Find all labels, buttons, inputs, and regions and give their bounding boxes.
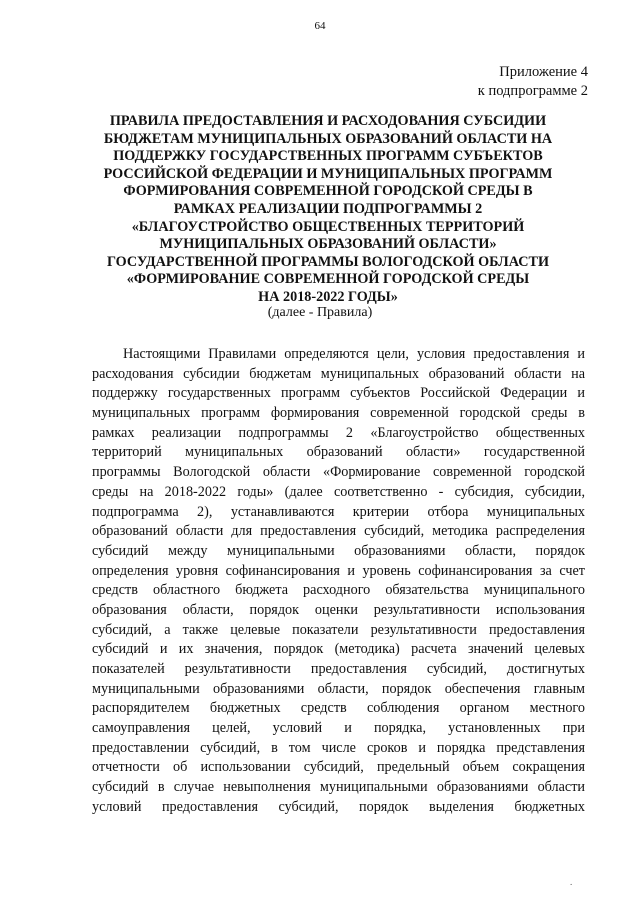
title-line: ГОСУДАРСТВЕННОЙ ПРОГРАММЫ ВОЛОГОДСКОЙ ОБЛАСТИ (107, 253, 549, 270)
appendix-line-2: к подпрограмме 2 (477, 83, 588, 99)
title-line: МУНИЦИПАЛЬНЫХ ОБРАЗОВАНИЙ ОБЛАСТИ» (159, 236, 497, 253)
title-line: «ФОРМИРОВАНИЕ СОВРЕМЕННОЙ ГОРОДСКОЙ СРЕДЫ (126, 271, 530, 288)
body-line: образований области для предоставления субсидий, методика распределения (92, 523, 585, 540)
body-line: муниципальными образованиями области, порядок обеспечения главным (92, 680, 585, 697)
document-subtitle: (далее - Правила) (267, 305, 373, 320)
body-line: субсидий между муниципальными образованиями области, порядок (92, 542, 585, 559)
title-line: РАМКАХ РЕАЛИЗАЦИИ ПОДПРОГРАММЫ 2 (173, 200, 483, 217)
body-line: средств областного бюджета расходного обязательства муниципального (92, 582, 585, 599)
body-line: условий предоставления субсидий, порядок выделения бюджетных (92, 798, 585, 815)
title-line: НА 2018-2022 ГОДЫ» (258, 288, 398, 305)
body-line: образования области, порядок оценки результативности использования (92, 601, 585, 618)
body-line: субсидий в случае невыполнения муниципальными образованиями области (92, 779, 585, 796)
body-line: территорий муниципальных образований области» государственной (92, 444, 585, 461)
title-line: ФОРМИРОВАНИЯ СОВРЕМЕННОЙ ГОРОДСКОЙ СРЕДЫ В (123, 183, 533, 200)
title-line: БЮДЖЕТАМ МУНИЦИПАЛЬНЫХ ОБРАЗОВАНИЙ ОБЛАСТИ НА (103, 130, 553, 147)
body-paragraph (92, 345, 585, 818)
body-line: расходования субсидии бюджетам муниципальных образований области на (92, 365, 585, 382)
body-line: предоставлении субсидий, в том числе сроков и порядка представления (92, 739, 585, 756)
body-line: среды на 2018-2022 годы» (далее соответственно - субсидия, субсидии, (92, 483, 585, 500)
body-line: муниципальных программ формирования современной городской среды в (92, 405, 585, 422)
body-line: Настоящими Правилами определяются цели, условия предоставления и (123, 346, 585, 362)
body-line: самоуправления целей, условий и порядка, установленных при (92, 720, 585, 737)
footer-mark: . (570, 877, 573, 887)
appendix-reference (478, 63, 588, 101)
title-line: ПРАВИЛА ПРЕДОСТАВЛЕНИЯ И РАСХОДОВАНИЯ СУБСИДИИ (109, 113, 547, 129)
page-number: 64 (314, 20, 326, 32)
body-line: поддержку государственных программ субъектов Российской Федерации и (92, 385, 585, 402)
title-line: ПОДДЕРЖКУ ГОСУДАРСТВЕННЫХ ПРОГРАММ СУБЪЕКТОВ (113, 148, 543, 165)
body-line: программы Вологодской области «Формирование современной городской (92, 464, 585, 481)
body-line: подпрограмма 2), устанавливаются критерии отбора муниципальных (92, 503, 585, 520)
body-line: субсидий, а также целевые показатели результативности предоставления (92, 621, 585, 638)
body-line: определения уровня софинансирования и уровень софинансирования за счет (92, 562, 585, 579)
body-line: субсидий и их значения, порядок (методика) расчета значений целевых (92, 641, 585, 658)
appendix-line-1: Приложение 4 (499, 64, 588, 80)
title-line: «БЛАГОУСТРОЙСТВО ОБЩЕСТВЕННЫХ ТЕРРИТОРИЙ (131, 218, 525, 235)
body-line: распорядителем бюджетных средств соблюдения органом местного (92, 700, 585, 717)
body-line: отчетности об использовании субсидий, предельный объем сокращения (92, 759, 585, 776)
document-title (82, 113, 574, 307)
body-line: показателей результативности предоставления субсидий, достигнутых (92, 661, 585, 677)
body-line: рамках реализации подпрограммы 2 «Благоустройство общественных (92, 424, 585, 441)
title-line: РОССИЙСКОЙ ФЕДЕРАЦИИ И МУНИЦИПАЛЬНЫХ ПРОГРАММ (103, 165, 553, 182)
